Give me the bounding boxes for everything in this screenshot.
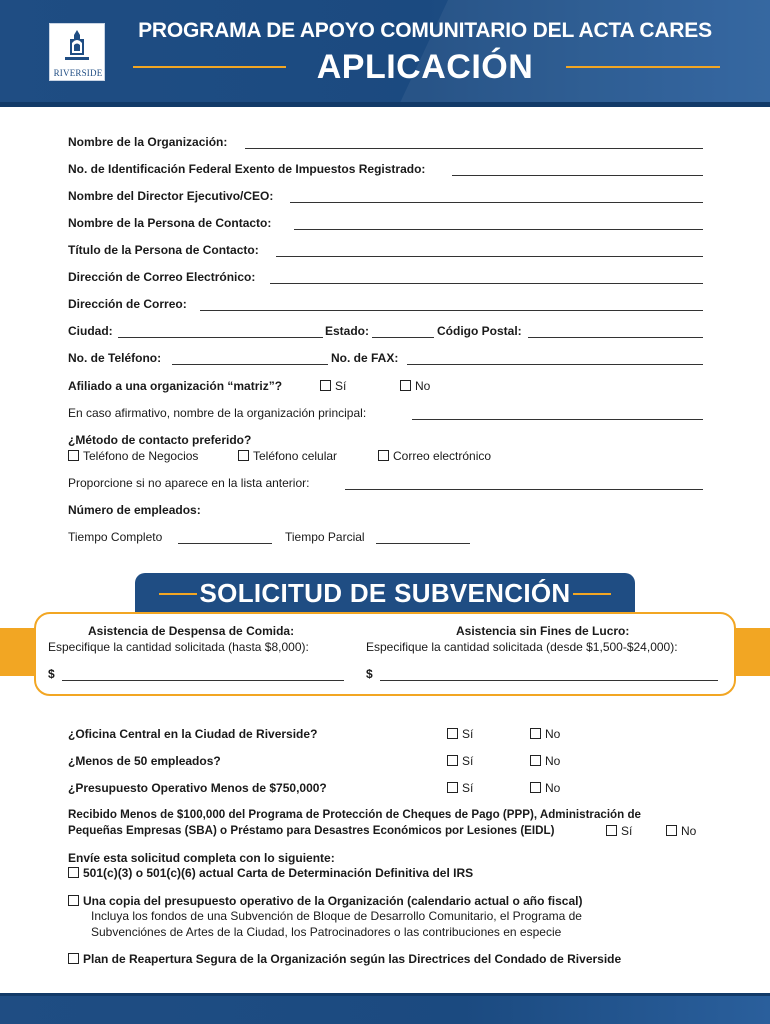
checkbox-icon[interactable] <box>447 755 458 766</box>
q-under-50-employees: ¿Menos de 50 empleados? <box>68 754 221 768</box>
city-label: Ciudad: <box>68 324 113 338</box>
grant-banner-title: SOLICITUD DE SUBVENCIÓN <box>199 578 571 608</box>
parent-name-field[interactable] <box>412 419 703 420</box>
other-method-field[interactable] <box>345 489 703 490</box>
checkbox-icon[interactable] <box>447 782 458 793</box>
part-time-label: Tiempo Parcial <box>285 530 365 544</box>
method-cell-phone-label: Teléfono celular <box>253 449 338 463</box>
q4-no-label: No <box>681 824 697 838</box>
org-name-label: Nombre de la Organización: <box>68 135 228 149</box>
logo-text: RIVERSIDE <box>53 68 103 78</box>
grant-band-right <box>730 628 770 676</box>
checkbox-icon[interactable] <box>238 450 249 461</box>
method-business-phone-option[interactable] <box>68 449 198 463</box>
fax-field[interactable] <box>407 364 703 365</box>
q2-no-label: No <box>545 754 561 768</box>
contact-title-field[interactable] <box>276 256 703 257</box>
attachment-reopening-plan[interactable] <box>68 952 621 966</box>
attachment-irs-label: 501(c)(3) o 501(c)(6) actual Carta de Determinación Definitiva del IRS <box>83 866 474 880</box>
phone-field[interactable] <box>172 364 328 365</box>
method-email-option[interactable] <box>378 449 491 463</box>
director-label: Nombre del Director Ejecutivo/CEO: <box>68 189 274 203</box>
parent-no-option[interactable] <box>400 379 430 393</box>
mail-address-label: Dirección de Correo: <box>68 297 187 311</box>
parent-name-label: En caso afirmativo, nombre de la organización principal: <box>68 406 367 420</box>
nonprofit-assistance-title: Asistencia sin Fines de Lucro: <box>456 624 630 638</box>
checkbox-icon[interactable] <box>400 380 411 391</box>
contact-title-label: Título de la Persona de Contacto: <box>68 243 259 257</box>
tax-id-label: No. de Identificación Federal Exento de Impuestos Registrado: <box>68 162 426 176</box>
method-business-phone-label: Teléfono de Negocios <box>83 449 199 463</box>
q2-no-option[interactable] <box>530 754 560 768</box>
checkbox-icon[interactable] <box>320 380 331 391</box>
checkbox-icon[interactable] <box>378 450 389 461</box>
checkbox-icon[interactable] <box>68 450 79 461</box>
parent-no-label: No <box>415 379 431 393</box>
checkbox-icon[interactable] <box>530 728 541 739</box>
checkbox-icon[interactable] <box>68 895 79 906</box>
city-field[interactable] <box>118 337 323 338</box>
contact-method-label: ¿Método de contacto preferido? <box>68 433 252 447</box>
mail-address-field[interactable] <box>200 310 703 311</box>
attachment-budget-label: Una copia del presupuesto operativo de la Organización (calendario actual o año fiscal) <box>83 894 583 908</box>
checkbox-icon[interactable] <box>68 953 79 964</box>
q2-yes-label: Sí <box>462 754 474 768</box>
q-ppp-line2: Pequeñas Empresas (SBA) o Préstamo para Desastres Económicos por Lesiones (EIDL) <box>68 824 555 837</box>
attachment-budget-note2: Subvenciónes de Artes de la Ciudad, los Patrocinadores o las contribuciones en especie <box>91 925 562 939</box>
fax-label: No. de FAX: <box>331 351 399 365</box>
contact-name-label: Nombre de la Persona de Contacto: <box>68 216 272 230</box>
org-name-field[interactable] <box>245 148 703 149</box>
q-operating-budget: ¿Presupuesto Operativo Menos de $750,000? <box>68 781 327 795</box>
header-banner <box>0 0 770 105</box>
checkbox-icon[interactable] <box>606 825 617 836</box>
attachment-budget-note1: Incluya los fondos de una Subvención de Bloque de Desarrollo Comunitario, el Programa de <box>91 909 582 923</box>
nonprofit-currency: $ <box>366 667 373 681</box>
q3-yes-option[interactable] <box>447 781 473 795</box>
full-time-label: Tiempo Completo <box>68 530 163 544</box>
q4-yes-option[interactable] <box>606 824 632 838</box>
q1-no-label: No <box>545 727 561 741</box>
banner-divider-right <box>573 593 611 595</box>
q1-yes-label: Sí <box>462 727 474 741</box>
parent-yes-label: Sí <box>335 379 347 393</box>
food-currency: $ <box>48 667 55 681</box>
state-label: Estado: <box>325 324 370 338</box>
full-time-field[interactable] <box>178 543 272 544</box>
checkbox-icon[interactable] <box>447 728 458 739</box>
director-field[interactable] <box>290 202 703 203</box>
title-divider-right <box>566 66 720 68</box>
employees-label: Número de empleados: <box>68 503 201 517</box>
checkbox-icon[interactable] <box>666 825 677 836</box>
email-field[interactable] <box>270 283 703 284</box>
q-ppp-line1: Recibido Menos de $100,000 del Programa de Protección de Cheques de Pago (PPP), Administración de <box>68 808 641 821</box>
nonprofit-amount-field[interactable] <box>380 680 718 681</box>
city-logo <box>49 23 105 81</box>
q3-no-label: No <box>545 781 561 795</box>
q1-no-option[interactable] <box>530 727 560 741</box>
method-cell-phone-option[interactable] <box>238 449 337 463</box>
food-assistance-desc: Especifique la cantidad solicitada (hasta $8,000): <box>48 640 309 654</box>
q1-yes-option[interactable] <box>447 727 473 741</box>
attachment-irs-letter[interactable] <box>68 866 473 880</box>
attachment-reopening-label: Plan de Reapertura Segura de la Organización según las Directrices del Condado de Riverside <box>83 952 622 966</box>
zip-field[interactable] <box>528 337 703 338</box>
state-field[interactable] <box>372 337 434 338</box>
parent-yes-option[interactable] <box>320 379 346 393</box>
q4-yes-label: Sí <box>621 824 633 838</box>
q-riverside-office: ¿Oficina Central en la Ciudad de Riverside? <box>68 727 318 741</box>
q3-no-option[interactable] <box>530 781 560 795</box>
q2-yes-option[interactable] <box>447 754 473 768</box>
application-title: APLICACIÓN <box>316 48 534 86</box>
email-label: Dirección de Correo Electrónico: <box>68 270 256 284</box>
parent-question: Afiliado a una organización “matriz”? <box>68 379 283 393</box>
phone-label: No. de Teléfono: <box>68 351 162 365</box>
nonprofit-assistance-desc: Especifique la cantidad solicitada (desde $1,500-$24,000): <box>366 640 678 654</box>
method-email-label: Correo electrónico <box>393 449 492 463</box>
food-amount-field[interactable] <box>62 680 344 681</box>
checkbox-icon[interactable] <box>530 782 541 793</box>
header-stripe <box>0 102 770 107</box>
part-time-field[interactable] <box>376 543 470 544</box>
grant-box <box>34 612 736 696</box>
q4-no-option[interactable] <box>666 824 696 838</box>
attachments-intro: Envíe esta solicitud completa con lo siguiente: <box>68 851 335 865</box>
checkbox-icon[interactable] <box>530 755 541 766</box>
zip-label: Código Postal: <box>437 324 522 338</box>
bell-tower-icon <box>57 27 97 67</box>
grant-banner <box>135 573 635 613</box>
checkbox-icon[interactable] <box>68 867 79 878</box>
food-assistance-title: Asistencia de Despensa de Comida: <box>88 624 295 638</box>
program-title: PROGRAMA DE APOYO COMUNITARIO DEL ACTA CARES <box>138 19 712 42</box>
other-method-label: Proporcione si no aparece en la lista anterior: <box>68 476 310 490</box>
contact-name-field[interactable] <box>294 229 703 230</box>
q3-yes-label: Sí <box>462 781 474 795</box>
attachment-budget[interactable] <box>68 894 582 908</box>
footer-band <box>0 996 770 1024</box>
tax-id-field[interactable] <box>452 175 703 176</box>
